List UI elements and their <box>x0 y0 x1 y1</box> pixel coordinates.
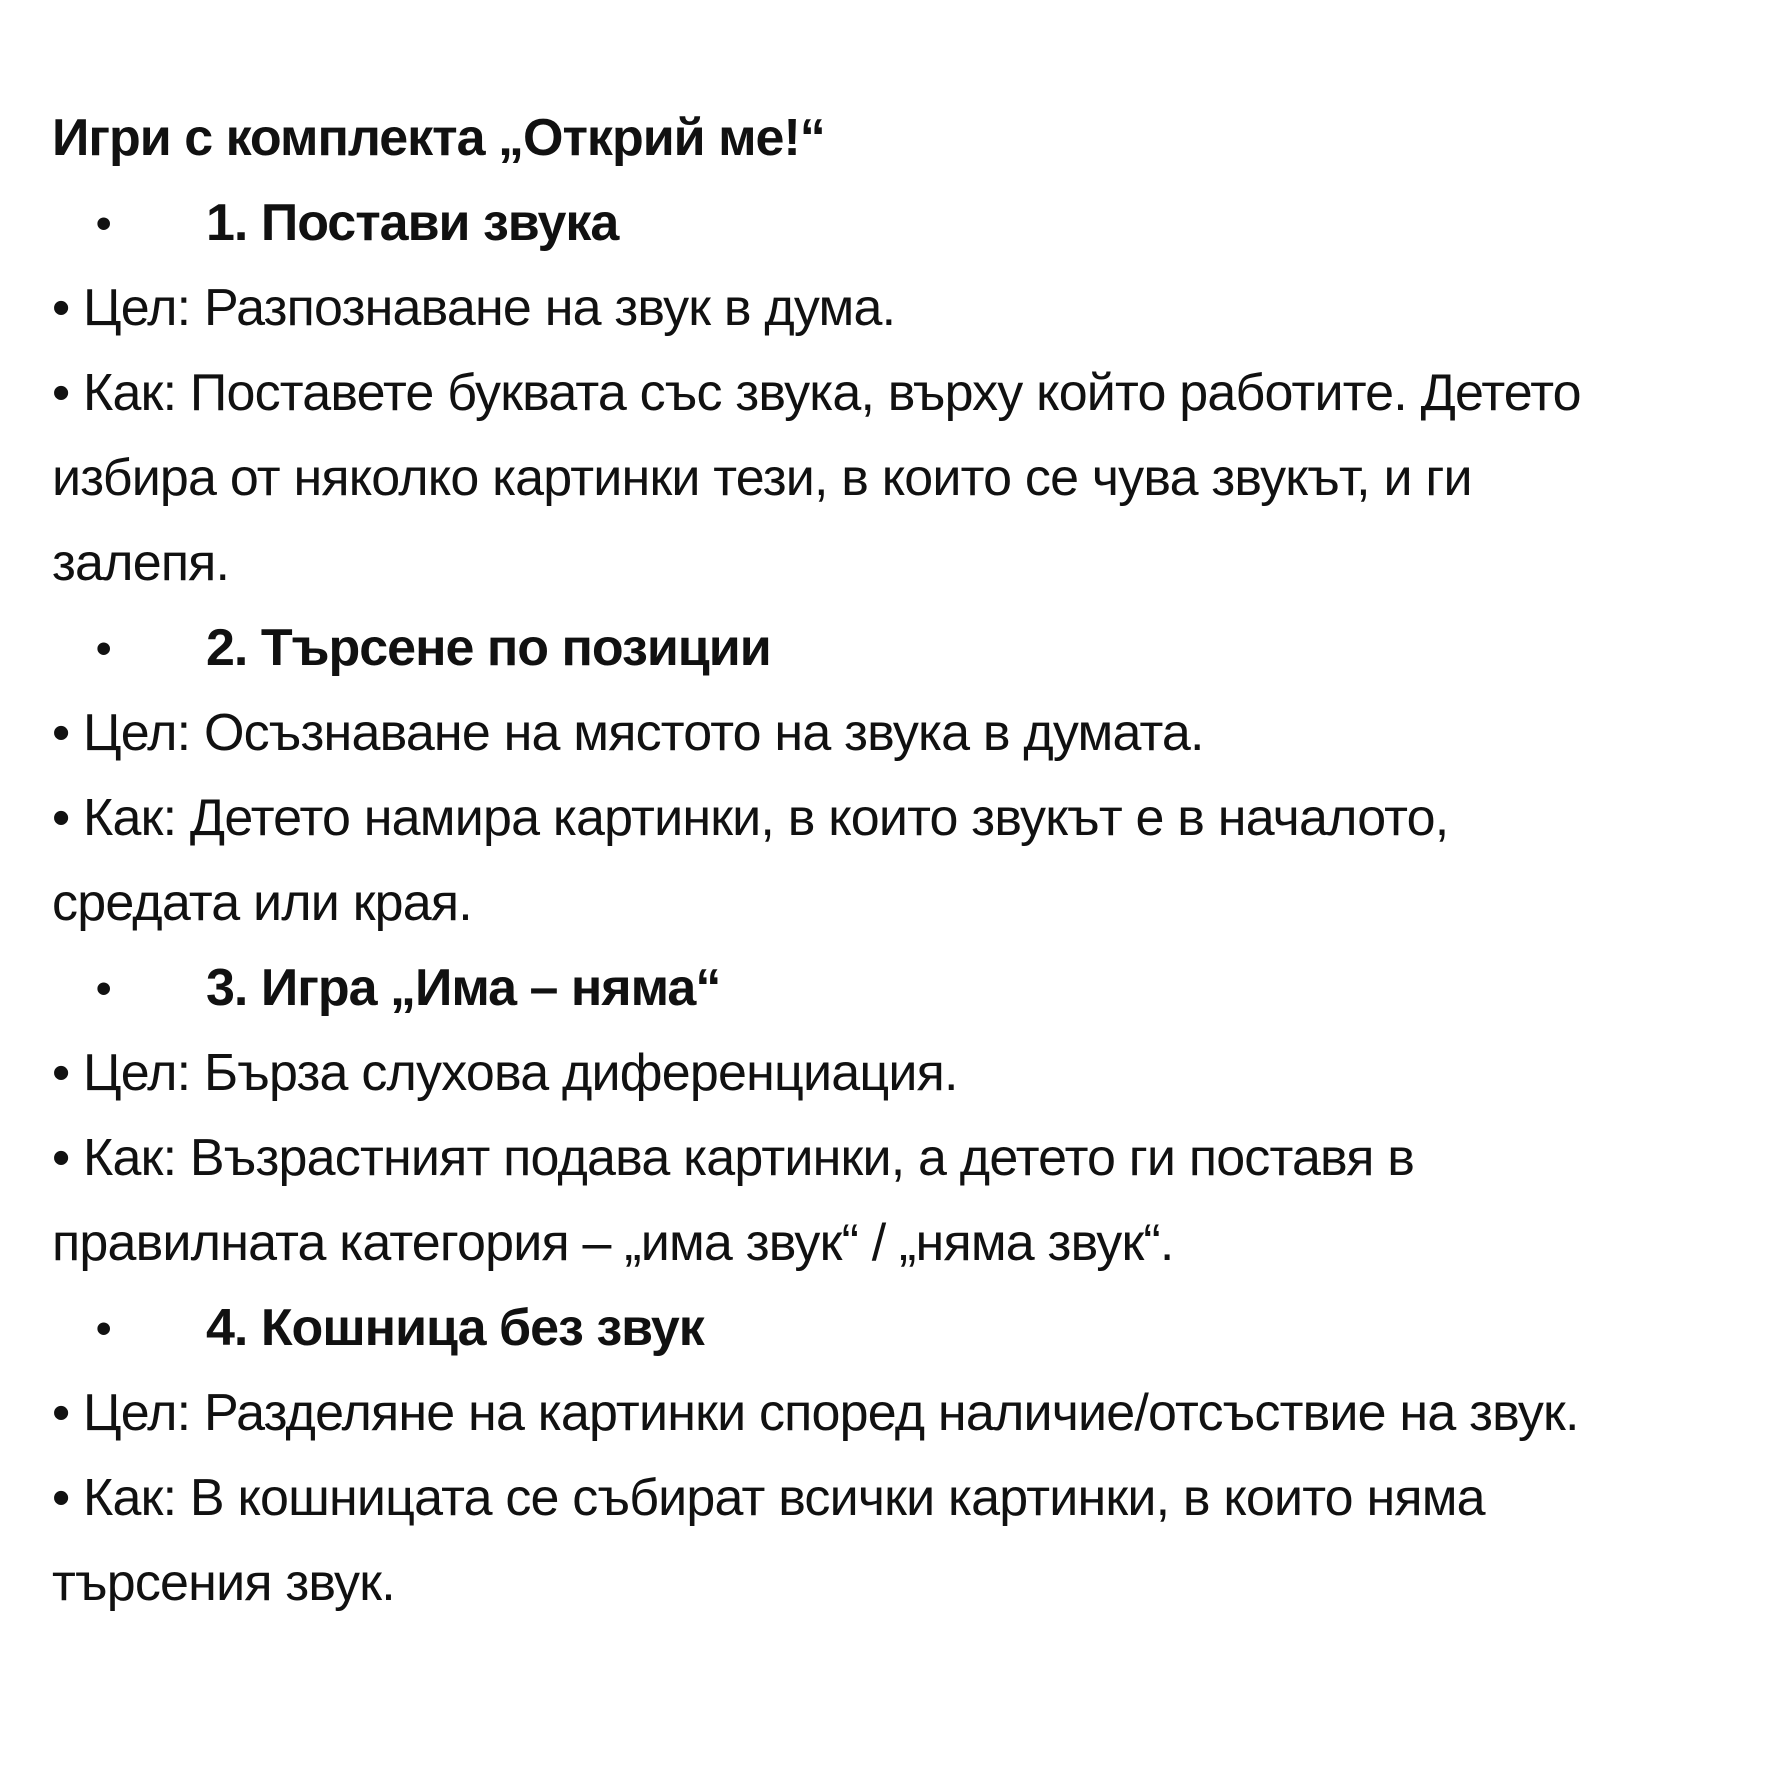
game-1-how-line-3: залепя. <box>52 534 230 592</box>
list-bullet: • <box>96 199 111 248</box>
list-bullet: • <box>96 1304 111 1353</box>
game-heading-3 <box>52 946 1752 1031</box>
game-3-how-line-1: • Как: Възрастният подава картинки, а детето ги поставя в <box>52 1129 1415 1187</box>
document-body <box>52 96 1752 1626</box>
document-title: Игри с комплекта „Открий ме!“ <box>52 109 825 167</box>
game-1-goal: • Цел: Разпознаване на звук в дума. <box>52 279 896 337</box>
game-1-how-line-2: избира от няколко картинки тези, в които се чува звукът, и ги <box>52 449 1472 507</box>
game-2-goal: • Цел: Осъзнаване на мястото на звука в думата. <box>52 704 1204 762</box>
game-2-how-line-2: средата или края. <box>52 874 472 932</box>
game-4-how-line-1: • Как: В кошницата се събират всички картинки, в които няма <box>52 1469 1485 1527</box>
game-4-goal: • Цел: Разделяне на картинки според наличие/отсъствие на звук. <box>52 1384 1579 1442</box>
game-heading-text: 3. Игра „Има – няма“ <box>206 959 721 1017</box>
game-heading-1 <box>52 181 1752 266</box>
list-bullet: • <box>96 624 111 673</box>
game-heading-text: 4. Кошница без звук <box>206 1299 704 1357</box>
game-2-how-line-1: • Как: Детето намира картинки, в които звукът е в началото, <box>52 789 1449 847</box>
game-3-how-line-2: правилната категория – „има звук“ / „няма звук“. <box>52 1214 1174 1272</box>
game-heading-text: 2. Търсене по позиции <box>206 619 771 677</box>
game-1-how-line-1: • Как: Поставете буквата със звука, върху който работите. Детето <box>52 364 1581 422</box>
game-3-goal: • Цел: Бърза слухова диференциация. <box>52 1044 958 1102</box>
game-heading-text: 1. Постави звука <box>206 194 619 252</box>
game-4-how-line-2: търсения звук. <box>52 1554 395 1612</box>
game-heading-2 <box>52 606 1752 691</box>
game-heading-4 <box>52 1286 1752 1371</box>
list-bullet: • <box>96 964 111 1013</box>
